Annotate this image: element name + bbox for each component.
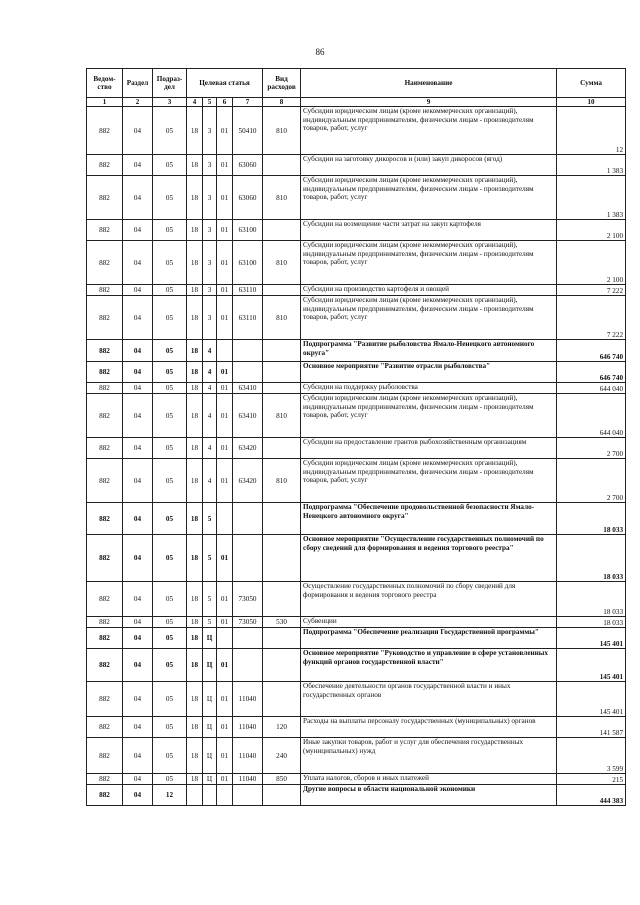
cell-target-1: 18	[187, 649, 203, 682]
cell-razdel: 04	[123, 503, 153, 535]
cell-target-1: 18	[187, 617, 203, 628]
cell-target-2: 5	[203, 582, 217, 617]
cell-naimenovanie: Другие вопросы в области национальной экономики	[301, 785, 557, 806]
cell-naimenovanie: Субсидии юридическим лицам (кроме некоммерческих организаций), индивидуальным предпринимателям, физическим лицам - производителям товаров, работ, услуг	[301, 241, 557, 285]
cell-vid-rashodov	[263, 503, 301, 535]
col-number: 1	[87, 98, 123, 107]
table-row	[87, 296, 626, 340]
cell-target-1: 18	[187, 394, 203, 438]
cell-target-3: 01	[217, 285, 233, 296]
cell-target-4: 63060	[233, 155, 263, 176]
cell-podrazdel: 05	[153, 628, 187, 649]
cell-vid-rashodov	[263, 220, 301, 241]
cell-summa: 2 100	[557, 241, 626, 285]
header-razdel: Раздел	[123, 69, 153, 98]
cell-vedomstvo: 882	[87, 438, 123, 459]
cell-target-3: 01	[217, 617, 233, 628]
cell-target-3: 01	[217, 296, 233, 340]
cell-razdel: 04	[123, 176, 153, 220]
cell-vid-rashodov	[263, 785, 301, 806]
cell-naimenovanie: Субсидии юридическим лицам (кроме некоммерческих организаций), индивидуальным предпринимателям, физическим лицам - производителям товаров, работ, услуг	[301, 176, 557, 220]
cell-target-1: 18	[187, 296, 203, 340]
cell-summa: 644 040	[557, 394, 626, 438]
cell-razdel: 04	[123, 394, 153, 438]
cell-target-3: 01	[217, 383, 233, 394]
table-row	[87, 628, 626, 649]
cell-naimenovanie: Основное мероприятие "Развитие отрасли рыболовства"	[301, 362, 557, 383]
cell-target-1: 18	[187, 340, 203, 362]
cell-summa: 444 383	[557, 785, 626, 806]
cell-target-3: 01	[217, 107, 233, 155]
cell-target-4	[233, 628, 263, 649]
table-row	[87, 285, 626, 296]
cell-target-3: 01	[217, 459, 233, 503]
cell-target-1	[187, 785, 203, 806]
cell-summa: 3 599	[557, 738, 626, 774]
cell-razdel: 04	[123, 362, 153, 383]
cell-naimenovanie: Субсидии юридическим лицам (кроме некоммерческих организаций), индивидуальным предпринимателям, физическим лицам - производителям товаров, работ, услуг	[301, 394, 557, 438]
cell-podrazdel: 05	[153, 738, 187, 774]
cell-naimenovanie: Субсидии юридическим лицам (кроме некоммерческих организаций), индивидуальным предпринимателям, физическим лицам - производителям товаров, работ, услуг	[301, 459, 557, 503]
col-number: 6	[217, 98, 233, 107]
cell-vid-rashodov	[263, 628, 301, 649]
cell-podrazdel: 05	[153, 296, 187, 340]
cell-target-2: 4	[203, 383, 217, 394]
cell-vid-rashodov	[263, 383, 301, 394]
cell-summa: 2 100	[557, 220, 626, 241]
cell-naimenovanie: Расходы на выплаты персоналу государственных (муниципальных) органов	[301, 717, 557, 738]
cell-target-2: 3	[203, 296, 217, 340]
cell-naimenovanie: Иные закупки товаров, работ и услуг для обеспечения государственных (муниципальных) нужд	[301, 738, 557, 774]
cell-podrazdel: 05	[153, 617, 187, 628]
cell-naimenovanie: Субсидии на производство картофеля и овощей	[301, 285, 557, 296]
cell-target-4: 11040	[233, 682, 263, 717]
cell-podrazdel: 05	[153, 176, 187, 220]
cell-target-2: 3	[203, 107, 217, 155]
cell-podrazdel: 05	[153, 107, 187, 155]
cell-vid-rashodov: 850	[263, 774, 301, 785]
cell-podrazdel: 05	[153, 438, 187, 459]
cell-razdel: 04	[123, 649, 153, 682]
cell-target-1: 18	[187, 285, 203, 296]
cell-vid-rashodov: 810	[263, 241, 301, 285]
table-row	[87, 459, 626, 503]
header-celevaya: Целевая статья	[187, 69, 263, 98]
col-number: 4	[187, 98, 203, 107]
header-naimenovanie: Наименование	[301, 69, 557, 98]
cell-razdel: 04	[123, 296, 153, 340]
cell-target-2: 5	[203, 503, 217, 535]
cell-summa: 145 401	[557, 682, 626, 717]
cell-target-3: 01	[217, 649, 233, 682]
cell-summa: 18 033	[557, 582, 626, 617]
cell-razdel: 04	[123, 582, 153, 617]
cell-target-4	[233, 340, 263, 362]
header-summa: Сумма	[557, 69, 626, 98]
table-row	[87, 503, 626, 535]
table-row	[87, 394, 626, 438]
cell-vedomstvo: 882	[87, 535, 123, 582]
cell-naimenovanie: Подпрограмма "Обеспечение продовольственной безопасности Ямало-Ненецкого автономного округа"	[301, 503, 557, 535]
cell-vedomstvo: 882	[87, 176, 123, 220]
cell-summa: 18 033	[557, 535, 626, 582]
cell-vedomstvo: 882	[87, 220, 123, 241]
table-row	[87, 682, 626, 717]
cell-target-2: 3	[203, 176, 217, 220]
cell-vedomstvo: 882	[87, 383, 123, 394]
cell-naimenovanie: Субвенции	[301, 617, 557, 628]
table-row	[87, 438, 626, 459]
col-number: 2	[123, 98, 153, 107]
table-row	[87, 220, 626, 241]
table-row	[87, 176, 626, 220]
cell-vid-rashodov	[263, 535, 301, 582]
cell-vid-rashodov	[263, 155, 301, 176]
col-number: 7	[233, 98, 263, 107]
cell-target-3: 01	[217, 220, 233, 241]
cell-summa: 2 700	[557, 459, 626, 503]
cell-target-4: 11040	[233, 738, 263, 774]
cell-vedomstvo: 882	[87, 285, 123, 296]
cell-target-3: 01	[217, 774, 233, 785]
cell-razdel: 04	[123, 107, 153, 155]
cell-podrazdel: 05	[153, 362, 187, 383]
cell-naimenovanie: Обеспечение деятельности органов государственной власти и иных государственных органов	[301, 682, 557, 717]
cell-target-3	[217, 628, 233, 649]
cell-razdel: 04	[123, 155, 153, 176]
cell-target-3: 01	[217, 582, 233, 617]
cell-naimenovanie: Основное мероприятие "Осуществление государственных полномочий по сбору сведений для формирования и ведения торгового реестра"	[301, 535, 557, 582]
cell-vid-rashodov	[263, 362, 301, 383]
cell-razdel: 04	[123, 738, 153, 774]
cell-target-2: Ц	[203, 682, 217, 717]
cell-summa: 646 740	[557, 362, 626, 383]
cell-razdel: 04	[123, 617, 153, 628]
table-row	[87, 785, 626, 806]
cell-naimenovanie: Уплата налогов, сборов и иных платежей	[301, 774, 557, 785]
cell-target-1: 18	[187, 582, 203, 617]
cell-vid-rashodov	[263, 649, 301, 682]
col-number: 10	[557, 98, 626, 107]
cell-target-1: 18	[187, 774, 203, 785]
cell-podrazdel: 05	[153, 220, 187, 241]
cell-vid-rashodov: 810	[263, 394, 301, 438]
cell-target-1: 18	[187, 383, 203, 394]
cell-summa: 7 222	[557, 285, 626, 296]
cell-vedomstvo: 882	[87, 582, 123, 617]
cell-podrazdel: 12	[153, 785, 187, 806]
cell-podrazdel: 05	[153, 503, 187, 535]
cell-summa: 7 222	[557, 296, 626, 340]
cell-target-3: 01	[217, 717, 233, 738]
cell-razdel: 04	[123, 285, 153, 296]
table-row	[87, 582, 626, 617]
cell-naimenovanie: Субсидии на предоставление грантов рыбохозяйственным организациям	[301, 438, 557, 459]
table-row	[87, 617, 626, 628]
cell-target-4: 63110	[233, 285, 263, 296]
cell-podrazdel: 05	[153, 774, 187, 785]
cell-summa: 141 587	[557, 717, 626, 738]
cell-vedomstvo: 882	[87, 394, 123, 438]
cell-target-4	[233, 535, 263, 582]
cell-target-4: 11040	[233, 717, 263, 738]
cell-target-3: 01	[217, 362, 233, 383]
cell-vedomstvo: 882	[87, 107, 123, 155]
cell-podrazdel: 05	[153, 682, 187, 717]
cell-target-4: 63110	[233, 296, 263, 340]
col-number: 9	[301, 98, 557, 107]
cell-target-2	[203, 785, 217, 806]
cell-target-3: 01	[217, 738, 233, 774]
cell-target-2: Ц	[203, 628, 217, 649]
cell-summa: 12	[557, 107, 626, 155]
cell-target-1: 18	[187, 503, 203, 535]
cell-vedomstvo: 882	[87, 649, 123, 682]
cell-summa: 145 401	[557, 649, 626, 682]
cell-razdel: 04	[123, 383, 153, 394]
cell-target-2: Ц	[203, 717, 217, 738]
cell-target-3: 01	[217, 155, 233, 176]
cell-target-1: 18	[187, 176, 203, 220]
table-row	[87, 241, 626, 285]
cell-vedomstvo: 882	[87, 628, 123, 649]
cell-target-1: 18	[187, 220, 203, 241]
table-row	[87, 535, 626, 582]
cell-target-1: 18	[187, 241, 203, 285]
cell-vid-rashodov: 120	[263, 717, 301, 738]
cell-target-4: 63060	[233, 176, 263, 220]
cell-target-3: 01	[217, 535, 233, 582]
cell-razdel: 04	[123, 535, 153, 582]
cell-vid-rashodov	[263, 438, 301, 459]
cell-razdel: 04	[123, 628, 153, 649]
cell-vid-rashodov: 810	[263, 176, 301, 220]
cell-podrazdel: 05	[153, 241, 187, 285]
cell-target-2: 3	[203, 220, 217, 241]
cell-target-3	[217, 503, 233, 535]
cell-summa: 215	[557, 774, 626, 785]
cell-podrazdel: 05	[153, 459, 187, 503]
cell-razdel: 04	[123, 459, 153, 503]
cell-vid-rashodov	[263, 285, 301, 296]
cell-vid-rashodov: 240	[263, 738, 301, 774]
cell-razdel: 04	[123, 785, 153, 806]
cell-podrazdel: 05	[153, 535, 187, 582]
cell-razdel: 04	[123, 340, 153, 362]
cell-summa: 1 383	[557, 155, 626, 176]
cell-target-4: 73050	[233, 617, 263, 628]
col-number: 3	[153, 98, 187, 107]
cell-summa: 646 740	[557, 340, 626, 362]
cell-razdel: 04	[123, 717, 153, 738]
cell-target-4	[233, 503, 263, 535]
page-number: 86	[315, 47, 325, 57]
cell-summa: 2 700	[557, 438, 626, 459]
cell-target-4: 11040	[233, 774, 263, 785]
cell-vid-rashodov	[263, 340, 301, 362]
cell-target-2: Ц	[203, 738, 217, 774]
header-podrazdel: Подраз-дел	[153, 69, 187, 98]
cell-target-3: 01	[217, 176, 233, 220]
cell-naimenovanie: Субсидии юридическим лицам (кроме некоммерческих организаций), индивидуальным предпринимателям, физическим лицам - производителям товаров, работ, услуг	[301, 296, 557, 340]
cell-target-3	[217, 785, 233, 806]
cell-target-1: 18	[187, 717, 203, 738]
table-row	[87, 738, 626, 774]
cell-summa: 145 401	[557, 628, 626, 649]
cell-target-1: 18	[187, 362, 203, 383]
cell-target-4	[233, 362, 263, 383]
table-row	[87, 362, 626, 383]
cell-target-4	[233, 649, 263, 682]
cell-summa: 1 383	[557, 176, 626, 220]
cell-vedomstvo: 882	[87, 296, 123, 340]
cell-target-2: 4	[203, 459, 217, 503]
cell-target-4: 63420	[233, 438, 263, 459]
cell-target-2: 3	[203, 241, 217, 285]
table-row	[87, 155, 626, 176]
cell-target-4: 73050	[233, 582, 263, 617]
cell-vedomstvo: 882	[87, 362, 123, 383]
table-row	[87, 774, 626, 785]
cell-target-2: 4	[203, 340, 217, 362]
cell-target-1: 18	[187, 535, 203, 582]
cell-target-4: 63420	[233, 459, 263, 503]
cell-razdel: 04	[123, 438, 153, 459]
cell-target-1: 18	[187, 155, 203, 176]
cell-target-2: Ц	[203, 649, 217, 682]
cell-target-3	[217, 340, 233, 362]
cell-target-2: Ц	[203, 774, 217, 785]
cell-podrazdel: 05	[153, 383, 187, 394]
cell-podrazdel: 05	[153, 717, 187, 738]
cell-target-2: 4	[203, 438, 217, 459]
table-row	[87, 107, 626, 155]
cell-podrazdel: 05	[153, 285, 187, 296]
cell-razdel: 04	[123, 774, 153, 785]
cell-naimenovanie: Осуществление государственных полномочий по сбору сведений для формирования и ведения торгового реестра	[301, 582, 557, 617]
cell-naimenovanie: Подпрограмма "Развитие рыболовства Ямало-Ненецкого автономного округа"	[301, 340, 557, 362]
cell-vedomstvo: 882	[87, 717, 123, 738]
cell-target-4: 50410	[233, 107, 263, 155]
cell-vedomstvo: 882	[87, 241, 123, 285]
col-number: 5	[203, 98, 217, 107]
cell-naimenovanie: Подпрограмма "Обеспечение реализации Государственной программы"	[301, 628, 557, 649]
column-number-row	[87, 98, 626, 107]
cell-vedomstvo: 882	[87, 682, 123, 717]
col-number: 8	[263, 98, 301, 107]
cell-target-3: 01	[217, 682, 233, 717]
cell-vedomstvo: 882	[87, 155, 123, 176]
cell-summa: 18 033	[557, 503, 626, 535]
cell-target-2: 4	[203, 394, 217, 438]
cell-vedomstvo: 882	[87, 785, 123, 806]
cell-target-1: 18	[187, 107, 203, 155]
cell-target-2: 3	[203, 155, 217, 176]
table-row	[87, 649, 626, 682]
cell-target-2: 3	[203, 285, 217, 296]
cell-target-1: 18	[187, 459, 203, 503]
cell-naimenovanie: Основное мероприятие "Руководство и управление в сфере установленных функций органов государственной власти"	[301, 649, 557, 682]
cell-vid-rashodov	[263, 682, 301, 717]
cell-target-4: 63410	[233, 394, 263, 438]
cell-razdel: 04	[123, 682, 153, 717]
table-row	[87, 340, 626, 362]
cell-naimenovanie: Субсидии на заготовку дикоросов и (или) закуп дикоросов (ягод)	[301, 155, 557, 176]
cell-target-1: 18	[187, 628, 203, 649]
cell-vedomstvo: 882	[87, 459, 123, 503]
cell-vid-rashodov: 530	[263, 617, 301, 628]
cell-target-2: 4	[203, 362, 217, 383]
cell-target-4: 63100	[233, 220, 263, 241]
cell-naimenovanie: Субсидии на возмещение части затрат на закуп картофеля	[301, 220, 557, 241]
cell-target-1: 18	[187, 682, 203, 717]
cell-target-3: 01	[217, 241, 233, 285]
cell-vid-rashodov	[263, 582, 301, 617]
cell-target-2: 5	[203, 617, 217, 628]
cell-naimenovanie: Субсидии на поддержку рыболовства	[301, 383, 557, 394]
cell-target-1: 18	[187, 438, 203, 459]
cell-razdel: 04	[123, 241, 153, 285]
cell-vid-rashodov: 810	[263, 107, 301, 155]
cell-razdel: 04	[123, 220, 153, 241]
cell-target-3: 01	[217, 438, 233, 459]
cell-vedomstvo: 882	[87, 738, 123, 774]
cell-summa: 18 033	[557, 617, 626, 628]
cell-vedomstvo: 882	[87, 774, 123, 785]
table-row	[87, 717, 626, 738]
header-row	[87, 69, 626, 98]
cell-target-1: 18	[187, 738, 203, 774]
cell-vedomstvo: 882	[87, 503, 123, 535]
cell-vid-rashodov: 810	[263, 296, 301, 340]
cell-podrazdel: 05	[153, 394, 187, 438]
cell-vedomstvo: 882	[87, 617, 123, 628]
cell-target-2: 5	[203, 535, 217, 582]
table-body	[87, 107, 626, 806]
cell-target-3: 01	[217, 394, 233, 438]
table-row	[87, 383, 626, 394]
cell-target-4	[233, 785, 263, 806]
cell-podrazdel: 05	[153, 155, 187, 176]
header-vedomstvo: Ведом-ство	[87, 69, 123, 98]
cell-naimenovanie: Субсидии юридическим лицам (кроме некоммерческих организаций), индивидуальным предпринимателям, физическим лицам - производителям товаров, работ, услуг	[301, 107, 557, 155]
budget-table	[86, 68, 626, 806]
cell-target-4: 63410	[233, 383, 263, 394]
cell-vid-rashodov: 810	[263, 459, 301, 503]
cell-summa: 644 040	[557, 383, 626, 394]
cell-podrazdel: 05	[153, 340, 187, 362]
cell-target-4: 63100	[233, 241, 263, 285]
cell-podrazdel: 05	[153, 582, 187, 617]
header-vid: Вид расходов	[263, 69, 301, 98]
cell-podrazdel: 05	[153, 649, 187, 682]
cell-vedomstvo: 882	[87, 340, 123, 362]
